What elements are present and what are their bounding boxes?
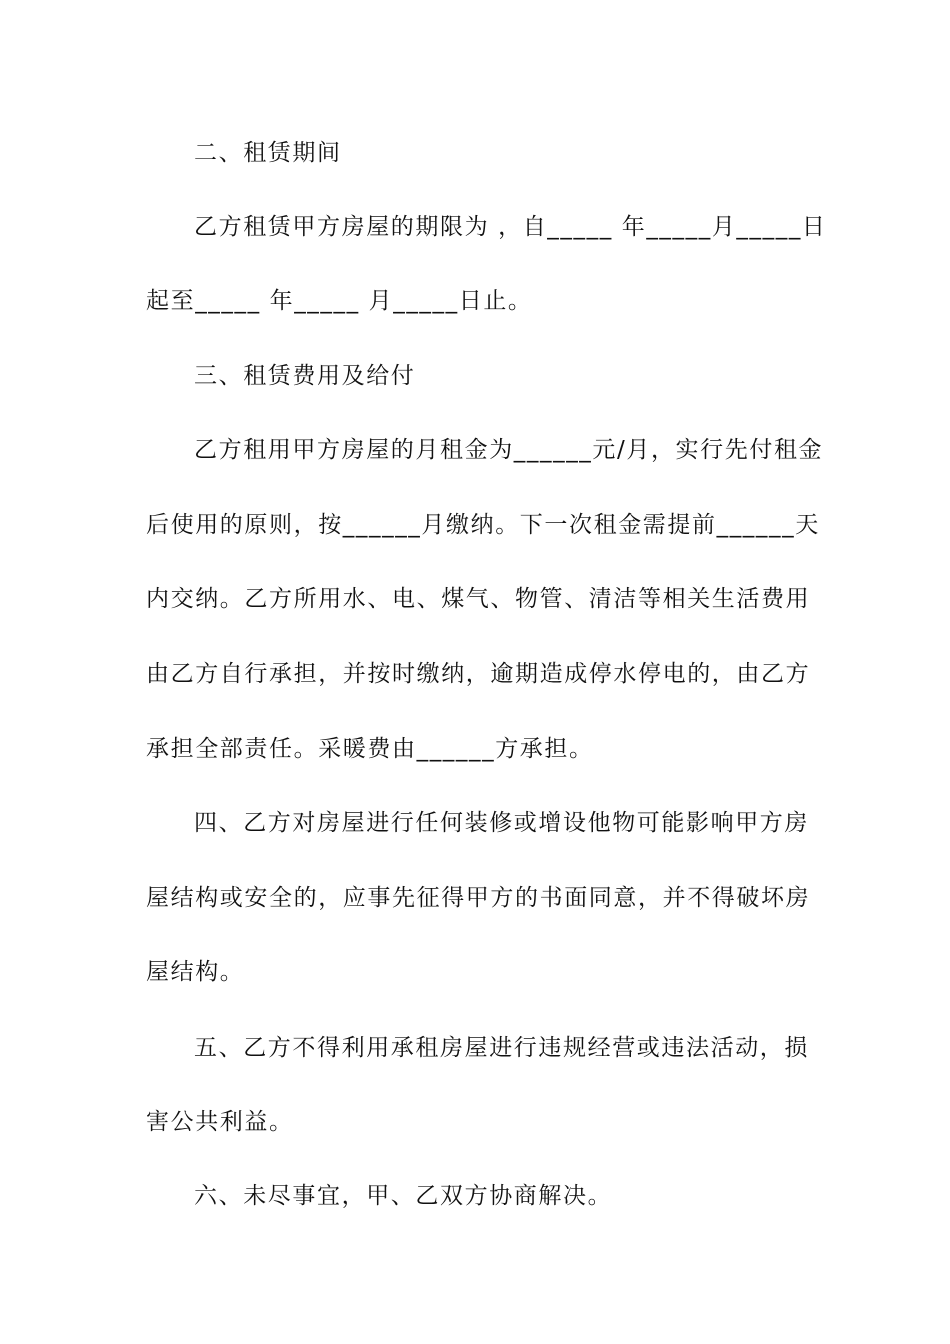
paragraph-line: 内交纳。乙方所用水、电、煤气、物管、清洁等相关生活费用 — [146, 586, 811, 612]
paragraph-line: 屋结构。 — [146, 959, 245, 985]
section-heading-other-matters: 六、未尽事宜，甲、乙双方协商解决。 — [194, 1183, 613, 1209]
paragraph-line: 害公共利益。 — [146, 1109, 294, 1135]
section-heading-rent-payment: 三、租赁费用及给付 — [194, 363, 416, 389]
section-heading-renovation: 四、乙方对房屋进行任何装修或增设他物可能影响甲方房 — [194, 810, 809, 836]
paragraph-line: 乙方租用甲方房屋的月租金为______元/月，实行先付租金 — [194, 437, 824, 463]
section-heading-lease-period: 二、租赁期间 — [194, 140, 342, 166]
section-heading-illegal-use: 五、乙方不得利用承租房屋进行违规经营或违法活动，损 — [194, 1035, 809, 1061]
paragraph-line: 后使用的原则，按______月缴纳。下一次租金需提前______天 — [146, 512, 820, 538]
paragraph-line: 由乙方自行承担，并按时缴纳，逾期造成停水停电的，由乙方 — [146, 661, 811, 687]
paragraph-line: 承担全部责任。采暖费由______方承担。 — [146, 736, 594, 762]
paragraph-line: 屋结构或安全的，应事先征得甲方的书面同意，并不得破坏房 — [146, 885, 811, 911]
paragraph-line: 乙方租赁甲方房屋的期限为 ，自_____ 年_____月_____日 — [194, 214, 827, 240]
paragraph-line: 起至_____ 年_____ 月_____日止。 — [146, 288, 533, 314]
